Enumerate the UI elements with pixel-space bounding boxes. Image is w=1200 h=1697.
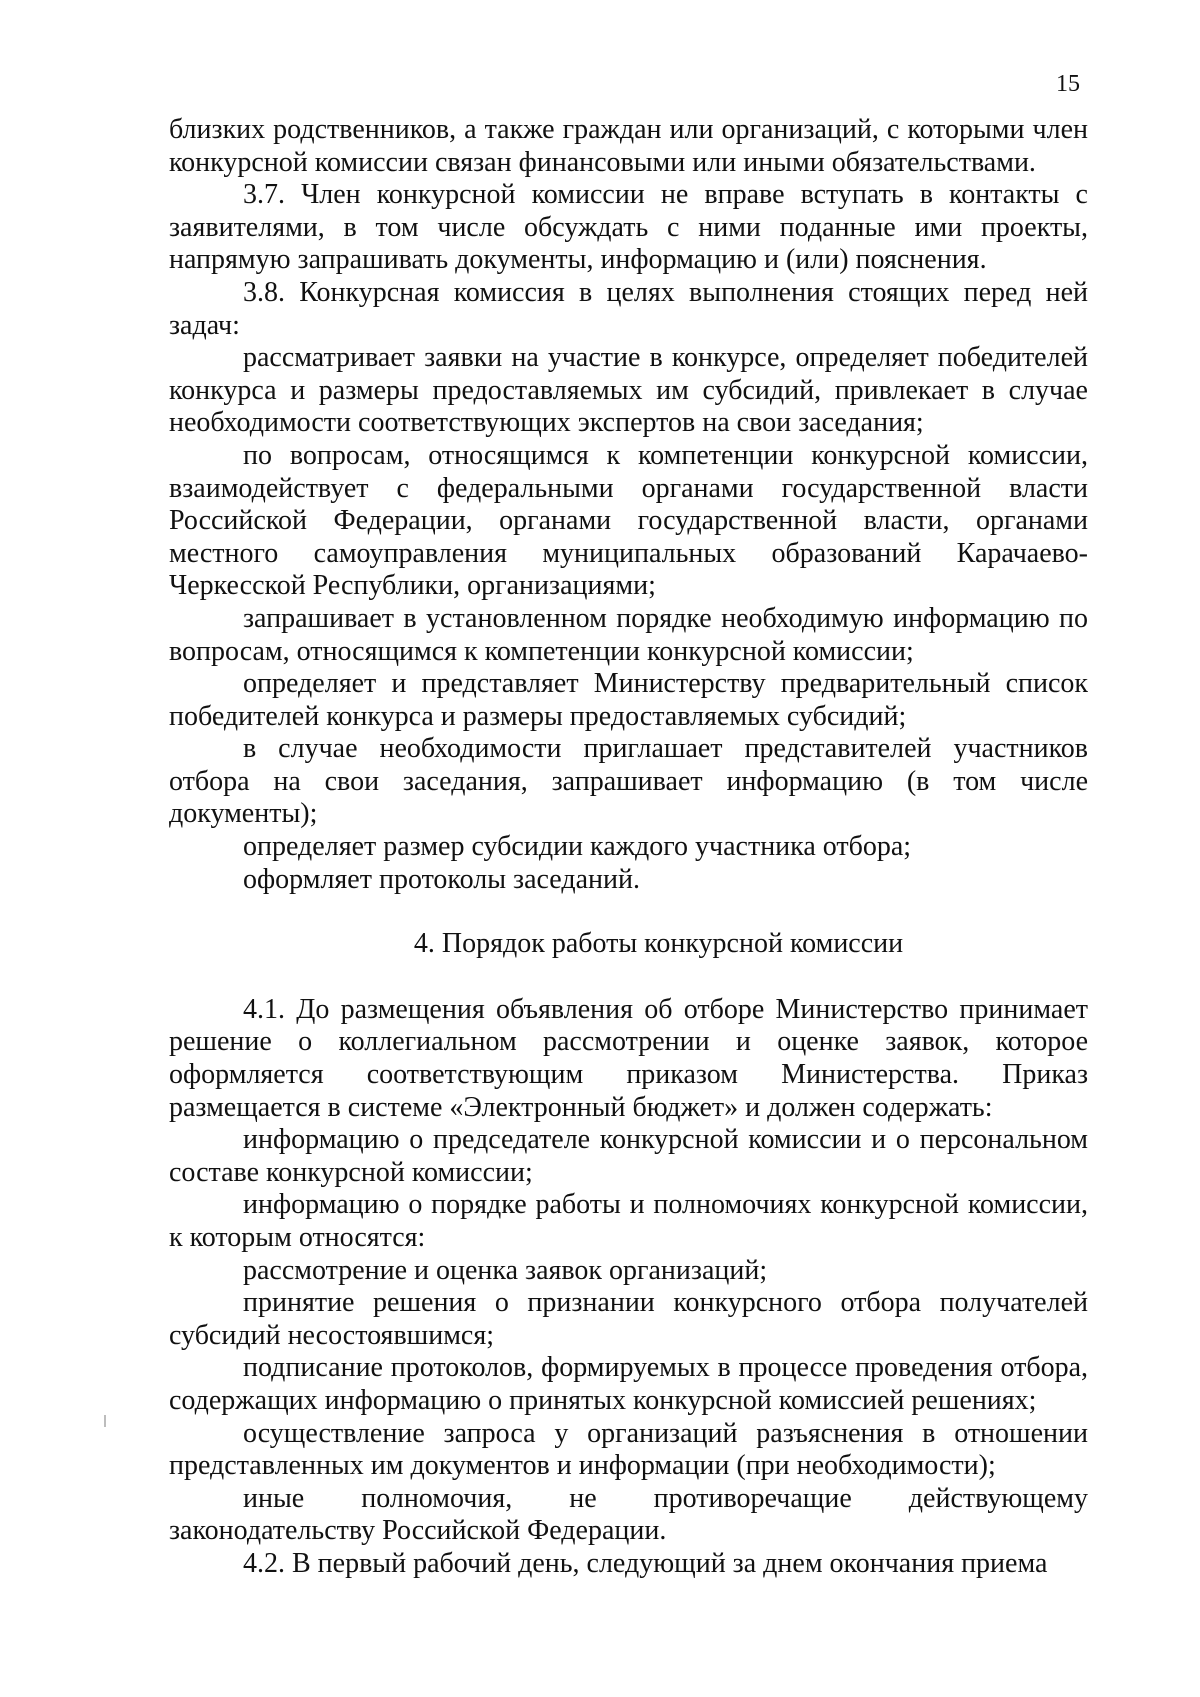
paragraph: подписание протоколов, формируемых в процессе проведения отбора, содержащих информацию о принятых конкурсной комиссией решениях; xyxy=(169,1352,1088,1416)
paragraph: осуществление запроса у организаций разъяснения в отношении представленных им документов и информации (при необходимости); xyxy=(169,1417,1088,1482)
paragraph: иные полномочия, не противоречащие действующему законодательству Российской Федерации. xyxy=(169,1482,1088,1547)
paragraph: в случае необходимости приглашает представителей участников отбора на свои заседания, запрашивает информацию (в том числе документы); xyxy=(169,733,1088,830)
paragraph: определяет и представляет Министерству предварительный список победителей конкурса и размеры предоставляемых субсидий; xyxy=(169,668,1088,732)
paragraph: информацию о порядке работы и полномочиях конкурсной комиссии, к которым относятся: xyxy=(169,1189,1088,1253)
paragraph: принятие решения о признании конкурсного отбора получателей субсидий несостоявшимся; xyxy=(169,1287,1088,1351)
paragraph: по вопросам, относящимся к компетенции конкурсной комиссии, взаимодействует с федеральными органами государственной власти Российской Федерации, органами государственной власти, органами местного самоуправления муниципальных образований Карачаево-Черкесской Республики, организациями; xyxy=(169,439,1088,602)
paragraph: близких родственников, а также граждан или организаций, с которыми член конкурсной комиссии связан финансовыми или иными обязательствами. xyxy=(169,114,1088,178)
paragraphs-before xyxy=(169,114,1088,896)
paragraph: информацию о председателе конкурсной комиссии и о персональном составе конкурсной комиссии; xyxy=(169,1124,1088,1188)
paragraph: 3.8. Конкурсная комиссия в целях выполнения стоящих перед ней задач: xyxy=(169,276,1088,341)
paragraph: 4.2. В первый рабочий день, следующий за днем окончания приема xyxy=(243,1547,1048,1579)
paragraph: рассматривает заявки на участие в конкурсе, определяет победителей конкурса и размеры предоставляемых им субсидий, привлекает в случае необходимости соответствующих экспертов на свои заседания; xyxy=(169,342,1088,439)
paragraph: оформляет протоколы заседаний. xyxy=(243,863,640,895)
document-body xyxy=(169,114,1088,1581)
paragraph: запрашивает в установленном порядке необходимую информацию по вопросам, относящимся к компетенции конкурсной комиссии; xyxy=(169,602,1088,667)
paragraph: 3.7. Член конкурсной комиссии не вправе вступать в контакты с заявителями, в том числе обсуждать с ними поданные ими проекты, напрямую запрашивать документы, информацию и (или) пояснения. xyxy=(169,179,1088,276)
paragraph: 4.1. До размещения объявления об отборе Министерство принимает решение о коллегиальном рассмотрении и оценке заявок, которое оформляется соответствующим приказом Министерства. Приказ размещается в системе «Электронный бюджет» и должен содержать: xyxy=(169,993,1088,1123)
paragraph: определяет размер субсидии каждого участника отбора; xyxy=(243,831,912,863)
page-number: 15 xyxy=(1056,71,1080,97)
paragraphs-after xyxy=(169,994,1088,1581)
paragraph: рассмотрение и оценка заявок организаций; xyxy=(243,1254,768,1286)
section-heading: 4. Порядок работы конкурсной комиссии xyxy=(413,928,904,960)
scan-artifact-mark xyxy=(104,1415,106,1427)
